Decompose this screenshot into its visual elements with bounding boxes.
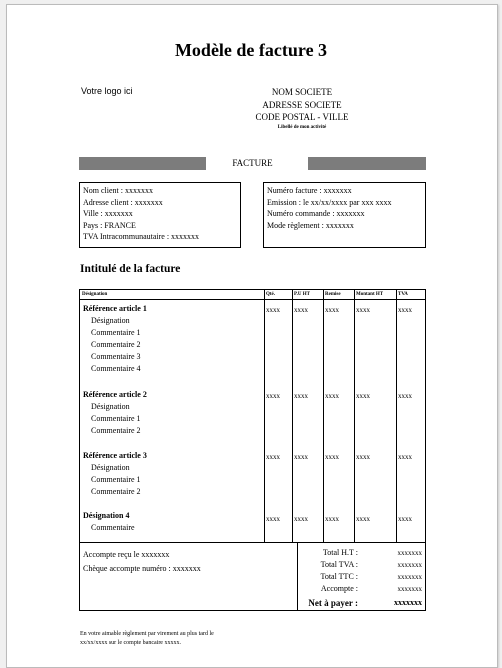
total-ht-label: Total H.T : bbox=[322, 548, 358, 557]
item-line: Commentaire 2 bbox=[91, 340, 141, 349]
company-activity: Libellé de mon activité bbox=[277, 124, 327, 130]
column-divider bbox=[264, 290, 265, 542]
deposit-value: xxxxxxx bbox=[397, 585, 422, 593]
column-divider bbox=[292, 290, 293, 542]
client-name: Nom client : xxxxxxx bbox=[83, 186, 153, 195]
client-address: Adresse client : xxxxxxx bbox=[83, 197, 163, 207]
totals-box bbox=[79, 542, 426, 611]
item-line: Désignation bbox=[91, 463, 130, 472]
company-postal: CODE POSTAL - VILLE bbox=[255, 112, 349, 122]
item-amount: xxxx bbox=[356, 515, 370, 523]
deposit-cheque: Chèque accompte numéro : xxxxxxx bbox=[83, 564, 201, 573]
company-name: NOM SOCIETE bbox=[271, 87, 333, 97]
deposit-received: Accompte reçu le xxxxxxx bbox=[83, 550, 170, 559]
payment-note-line: xx/xx/xxxx sur le compte bancaire xxxxx. bbox=[80, 640, 181, 646]
item-unit-price: xxxx bbox=[294, 453, 308, 461]
total-tva-label: Total TVA : bbox=[320, 560, 358, 569]
invoice-emission: Emission : le xx/xx/xxxx par xxx xxxx bbox=[267, 197, 392, 207]
item-vat: xxxx bbox=[398, 392, 412, 400]
item-line: Commentaire 4 bbox=[91, 364, 141, 373]
item-line: Commentaire 1 bbox=[91, 328, 141, 337]
item-qty: xxxx bbox=[266, 392, 280, 400]
invoice-number: Numéro facture : xxxxxxx bbox=[267, 186, 352, 195]
item-discount: xxxx bbox=[325, 392, 339, 400]
item-line: Désignation bbox=[91, 316, 130, 325]
item-unit-price: xxxx bbox=[294, 306, 308, 314]
total-ttc-label: Total TTC : bbox=[320, 572, 358, 581]
net-to-pay-label: Net à payer : bbox=[308, 598, 358, 608]
item-vat: xxxx bbox=[398, 515, 412, 523]
payment-note bbox=[80, 630, 214, 648]
item-reference: Désignation 4 bbox=[83, 511, 130, 520]
item-line: Commentaire 2 bbox=[91, 487, 141, 496]
item-unit-price: xxxx bbox=[294, 515, 308, 523]
client-city: Ville : xxxxxxx bbox=[83, 209, 133, 219]
column-divider bbox=[323, 290, 324, 542]
item-unit-price: xxxx bbox=[294, 392, 308, 400]
header-amount: Montant HT bbox=[356, 292, 384, 297]
company-address: ADRESSE SOCIETE bbox=[262, 99, 342, 110]
item-amount: xxxx bbox=[356, 306, 370, 314]
column-divider bbox=[396, 290, 397, 542]
logo-placeholder: Votre logo ici bbox=[81, 86, 133, 96]
client-country: Pays : FRANCE bbox=[83, 220, 136, 230]
facture-label: FACTURE bbox=[232, 158, 273, 168]
totals-divider bbox=[297, 543, 298, 610]
header-vat: TVA bbox=[398, 292, 408, 297]
column-divider bbox=[354, 290, 355, 542]
invoice-info-box bbox=[263, 182, 426, 248]
item-vat: xxxx bbox=[398, 306, 412, 314]
item-qty: xxxx bbox=[266, 453, 280, 461]
item-reference: Référence article 1 bbox=[83, 304, 147, 313]
item-reference: Référence article 3 bbox=[83, 451, 147, 460]
order-number: Numéro commande : xxxxxxx bbox=[267, 209, 365, 219]
item-amount: xxxx bbox=[356, 392, 370, 400]
total-ht-value: xxxxxxx bbox=[397, 549, 422, 557]
header-designation: Désignation bbox=[82, 292, 108, 297]
item-line: Commentaire 3 bbox=[91, 352, 141, 361]
item-discount: xxxx bbox=[325, 306, 339, 314]
header-qty: Qté. bbox=[266, 292, 276, 297]
item-line: Commentaire 1 bbox=[91, 475, 141, 484]
company-block bbox=[222, 86, 382, 132]
item-amount: xxxx bbox=[356, 453, 370, 461]
item-line: Commentaire 2 bbox=[91, 426, 141, 435]
net-to-pay-value: xxxxxxx bbox=[394, 598, 422, 607]
item-discount: xxxx bbox=[325, 453, 339, 461]
item-qty: xxxx bbox=[266, 306, 280, 314]
item-vat: xxxx bbox=[398, 453, 412, 461]
payment-note-line: En votre aimable règlement par virement au plus tard le bbox=[80, 631, 214, 637]
payment-mode: Mode règlement : xxxxxxx bbox=[267, 220, 354, 230]
item-line: Désignation bbox=[91, 402, 130, 411]
total-ttc-value: xxxxxxx bbox=[397, 573, 422, 581]
item-qty: xxxx bbox=[266, 515, 280, 523]
item-line: Commentaire 1 bbox=[91, 414, 141, 423]
deposit-label: Accompte : bbox=[320, 584, 358, 593]
document-title: Modèle de facture 3 bbox=[174, 40, 328, 60]
facture-banner bbox=[79, 157, 426, 170]
items-table bbox=[79, 289, 426, 543]
header-unit-price: P.U HT bbox=[294, 292, 310, 297]
total-tva-value: xxxxxxx bbox=[397, 561, 422, 569]
client-vat: TVA Intracommunautaire : xxxxxxx bbox=[83, 232, 200, 242]
table-header bbox=[80, 290, 425, 300]
item-reference: Référence article 2 bbox=[83, 390, 147, 399]
item-line: Commentaire bbox=[91, 523, 135, 532]
item-discount: xxxx bbox=[325, 515, 339, 523]
invoice-heading: Intitulé de la facture bbox=[80, 263, 181, 275]
client-box bbox=[79, 182, 241, 248]
header-discount: Remise bbox=[325, 292, 341, 297]
